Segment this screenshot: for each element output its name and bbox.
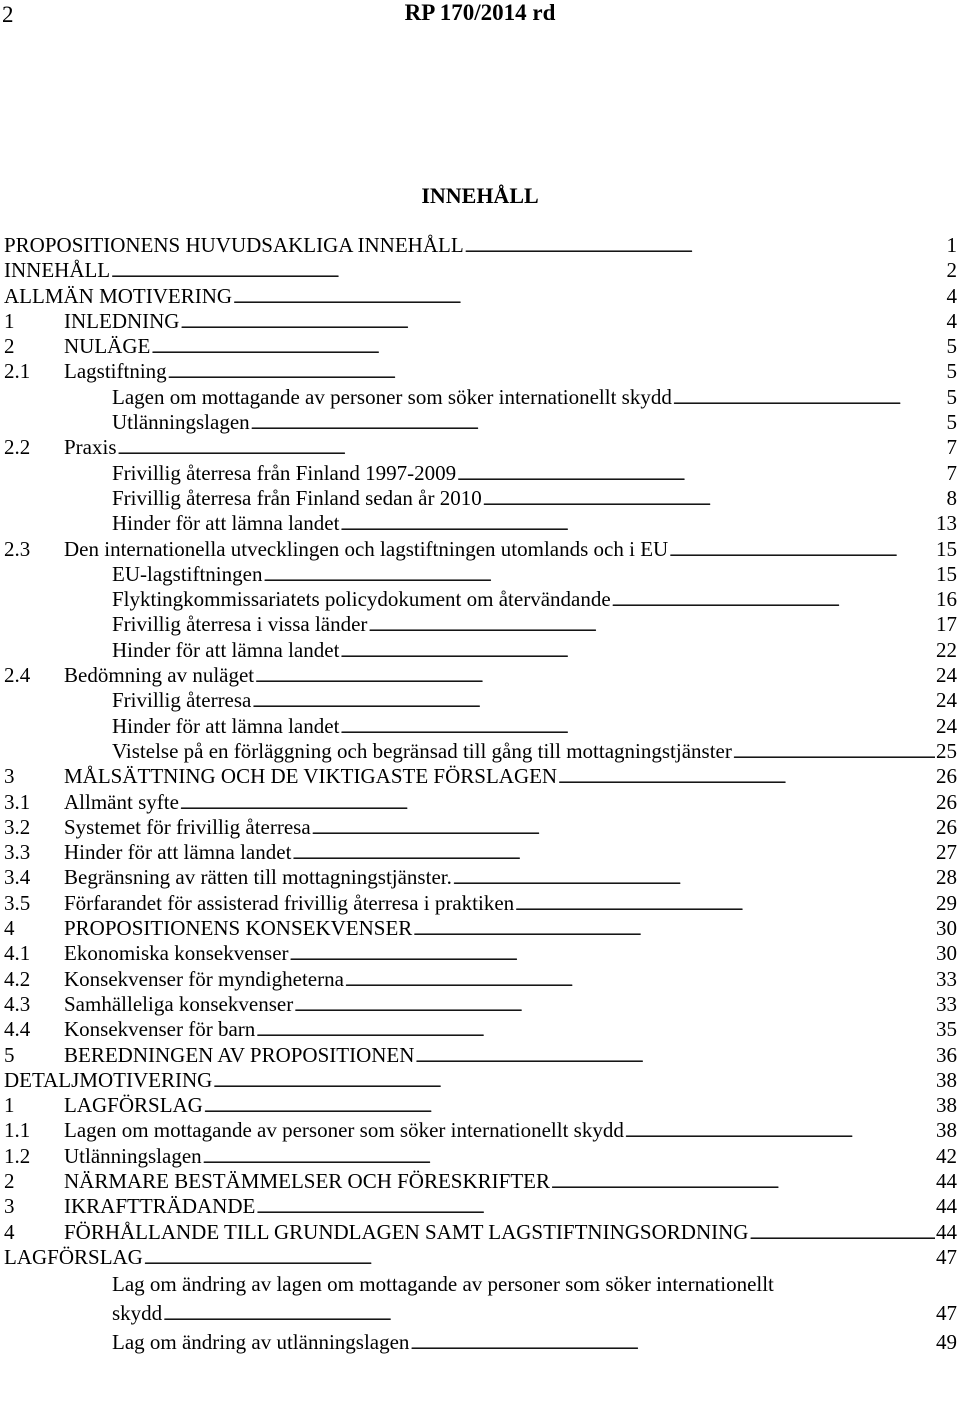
toc-entry[interactable]: [4, 1093, 957, 1118]
toc-entry-title: Lag om ändring av utlänningslagen: [112, 1330, 410, 1355]
toc-entry-page: 47: [936, 1244, 957, 1269]
toc-entry-number: 4.4: [4, 1017, 31, 1042]
toc-entry-page: 26: [936, 764, 957, 789]
toc-entry-title: LAGFÖRSLAG: [4, 1244, 143, 1269]
toc-entry-title: Ekonomiska konsekvenser: [64, 941, 289, 966]
toc-entry-title: Hinder för att lämna landet: [112, 511, 340, 536]
leader-dots: [294, 992, 935, 1020]
table-of-contents: [4, 233, 957, 1357]
leader-dots: [144, 1245, 935, 1273]
leader-dots: [415, 1043, 935, 1071]
toc-entry-title: INLEDNING: [64, 308, 180, 333]
toc-entry[interactable]: [4, 840, 957, 865]
toc-entry[interactable]: [4, 359, 957, 384]
toc-entry[interactable]: [4, 587, 957, 612]
toc-entry[interactable]: [4, 1169, 957, 1194]
leader-dots: [251, 410, 946, 438]
leader-dots: [118, 435, 946, 463]
toc-entry-title: PROPOSITIONENS HUVUDSAKLIGA INNEHÅLL: [4, 233, 464, 257]
toc-entry[interactable]: [4, 486, 957, 511]
toc-entry-page: 44: [936, 1194, 957, 1219]
toc-entry-title: Samhälleliga konsekvenser: [64, 991, 294, 1016]
leader-dots: [151, 334, 945, 362]
toc-entry-page: 5: [946, 384, 957, 409]
toc-entry-page: 22: [936, 637, 957, 662]
leader-dots: [340, 714, 935, 742]
toc-entry-number: 4: [4, 1219, 15, 1244]
toc-entry-title: Begränsning av rätten till mottagningstjänster.: [64, 865, 452, 890]
toc-entry-page: 36: [936, 1042, 957, 1067]
toc-entry[interactable]: [4, 258, 957, 283]
leader-dots: [483, 486, 946, 514]
toc-entry[interactable]: [4, 410, 957, 435]
leader-dots: [180, 790, 935, 818]
toc-entry-title-line2: skydd: [112, 1301, 163, 1326]
toc-entry[interactable]: [4, 663, 957, 688]
toc-entry-title: MÅLSÄTTNING OCH DE VIKTIGASTE FÖRSLAGEN: [64, 764, 558, 789]
leader-dots: [312, 815, 935, 843]
toc-entry-number: 4.3: [4, 991, 31, 1016]
toc-entry-number: 1.1: [4, 1118, 31, 1143]
toc-entry-page: 26: [936, 789, 957, 814]
toc-entry[interactable]: [4, 1017, 957, 1042]
toc-entry-title: Frivillig återresa från Finland sedan år 2010: [112, 485, 482, 510]
toc-entry-title: Systemet för frivillig återresa: [64, 814, 311, 839]
toc-entry-page: 30: [936, 941, 957, 966]
toc-entry[interactable]: [4, 688, 957, 713]
leader-dots: [453, 865, 935, 893]
toc-entry-number: 4: [4, 916, 15, 941]
toc-entry-title: PROPOSITIONENS KONSEKVENSER: [64, 916, 413, 941]
toc-entry-title: Den internationella utvecklingen och lagstiftningen utomlands och i EU: [64, 536, 669, 561]
toc-entry-page: 24: [936, 663, 957, 688]
leader-dots: [233, 284, 945, 312]
toc-entry-title-line1: Lag om ändring av lagen om mottagande av personer som söker internationellt: [112, 1272, 774, 1297]
toc-entry-page: 38: [936, 1067, 957, 1092]
leader-dots: [290, 941, 935, 969]
toc-entry[interactable]: [4, 1068, 957, 1093]
toc-entry-page: 42: [936, 1143, 957, 1168]
leader-dots: [669, 537, 935, 565]
leader-dots: [558, 764, 935, 792]
toc-entry-title: Konsekvenser för myndigheterna: [64, 966, 344, 991]
leader-dots: [213, 1068, 935, 1096]
toc-entry[interactable]: [4, 1144, 957, 1169]
leader-dots: [551, 1169, 935, 1197]
toc-entry-page: 2: [946, 258, 957, 283]
toc-entry-title: EU-lagstiftningen: [112, 561, 263, 586]
toc-entry-page: 33: [936, 966, 957, 991]
toc-entry-title: LAGFÖRSLAG: [64, 1093, 203, 1118]
toc-entry-page: 24: [936, 688, 957, 713]
toc-entry[interactable]: [4, 1245, 957, 1270]
toc-entry[interactable]: [4, 739, 957, 764]
leader-dots: [340, 638, 935, 666]
toc-entry-page: 44: [936, 1168, 957, 1193]
toc-heading: INNEHÅLL: [421, 183, 539, 208]
toc-entry-number: 2.3: [4, 536, 31, 561]
leader-dots: [163, 1299, 935, 1331]
toc-entry-title: INNEHÅLL: [4, 258, 111, 283]
leader-dots: [413, 916, 935, 944]
toc-entry-title: DETALJMOTIVERING: [4, 1067, 213, 1092]
toc-entry[interactable]: [4, 461, 957, 486]
toc-entry-title: Frivillig återresa från Finland 1997-2009: [112, 460, 457, 485]
toc-entry-page: 33: [936, 991, 957, 1016]
leader-dots: [673, 385, 946, 413]
toc-entry-number: 3.4: [4, 865, 31, 890]
toc-entry[interactable]: [4, 941, 957, 966]
leader-dots: [733, 739, 935, 767]
toc-entry-number: 3.2: [4, 814, 31, 839]
toc-entry-page: 5: [946, 359, 957, 384]
toc-entry-title: Förfarandet för assisterad frivillig återresa i praktiken: [64, 890, 515, 915]
toc-entry[interactable]: [4, 815, 957, 840]
toc-entry[interactable]: [4, 1220, 957, 1245]
leader-dots: [255, 663, 935, 691]
toc-entry-page: 15: [936, 561, 957, 586]
toc-entry[interactable]: [4, 284, 957, 309]
toc-entry[interactable]: [4, 1118, 957, 1143]
toc-entry-page: 4: [946, 308, 957, 333]
toc-entry-title: ALLMÄN MOTIVERING: [4, 283, 233, 308]
toc-entry[interactable]: [4, 233, 957, 258]
leader-dots: [263, 562, 935, 590]
toc-entry-page: 5: [946, 410, 957, 435]
toc-entry-number: 3: [4, 1194, 15, 1219]
toc-entry[interactable]: [4, 992, 957, 1017]
toc-entry[interactable]: [4, 612, 957, 637]
leader-dots: [256, 1017, 935, 1045]
toc-entry-page: 30: [936, 916, 957, 941]
leader-dots: [410, 1328, 935, 1360]
toc-entry-page: 8: [946, 485, 957, 510]
toc-entry[interactable]: [4, 1328, 957, 1357]
toc-entry-page: 28: [936, 865, 957, 890]
toc-entry-title: Praxis: [64, 435, 117, 460]
page-number: 2: [2, 2, 14, 27]
toc-entry-number: 2.2: [4, 435, 31, 460]
toc-entry[interactable]: [4, 790, 957, 815]
toc-entry-title: Konsekvenser för barn: [64, 1017, 256, 1042]
leader-dots: [204, 1093, 935, 1121]
toc-entry-page: 4: [946, 283, 957, 308]
toc-entry-number: 2: [4, 1168, 15, 1193]
leader-dots: [465, 233, 946, 261]
toc-entry-number: 1: [4, 1093, 15, 1118]
toc-entry-title: FÖRHÅLLANDE TILL GRUNDLAGEN SAMT LAGSTIFTNINGSORDNING: [64, 1219, 749, 1244]
toc-entry[interactable]: [4, 1043, 957, 1068]
toc-entry-number: 4.1: [4, 941, 31, 966]
leader-dots: [749, 1220, 935, 1248]
toc-entry-page: 7: [946, 435, 957, 460]
toc-entry[interactable]: [4, 435, 957, 460]
leader-dots: [180, 309, 945, 337]
toc-entry[interactable]: [4, 865, 957, 890]
toc-entry-page: 47: [936, 1301, 957, 1326]
toc-entry-page: 27: [936, 840, 957, 865]
toc-entry-title: Vistelse på en förläggning och begränsad till gång till mottagningstjänster: [112, 738, 732, 763]
toc-entry[interactable]: [4, 385, 957, 410]
leader-dots: [292, 840, 935, 868]
toc-entry[interactable]: [4, 891, 957, 916]
toc-entry-number: 1.2: [4, 1143, 31, 1168]
toc-entry[interactable]: [4, 714, 957, 739]
toc-entry-page: 35: [936, 1017, 957, 1042]
leader-dots: [368, 612, 935, 640]
toc-entry-title: Lagen om mottagande av personer som söker internationellt skydd: [112, 384, 672, 409]
toc-entry-page: 16: [936, 587, 957, 612]
leader-dots: [252, 688, 935, 716]
toc-entry-number: 3.5: [4, 890, 31, 915]
leader-dots: [256, 1194, 935, 1222]
toc-entry-page: 5: [946, 334, 957, 359]
toc-entry[interactable]: [4, 638, 957, 663]
toc-entry-number: 3: [4, 764, 15, 789]
toc-entry[interactable]: [4, 562, 957, 587]
toc-entry-title: Lagstiftning: [64, 359, 167, 384]
toc-entry-number: 2.1: [4, 359, 31, 384]
toc-entry-number: 4.2: [4, 966, 31, 991]
toc-entry-page: 24: [936, 713, 957, 738]
toc-entry-title: Frivillig återresa: [112, 688, 252, 713]
leader-dots: [168, 359, 946, 387]
toc-entry-title: Lagen om mottagande av personer som söker internationellt skydd: [64, 1118, 624, 1143]
toc-entry[interactable]: [4, 916, 957, 941]
toc-entry-wrapped[interactable]: [4, 1270, 957, 1328]
toc-entry-page: 15: [936, 536, 957, 561]
leader-dots: [515, 891, 935, 919]
leader-dots: [457, 461, 945, 489]
leader-dots: [111, 258, 945, 286]
toc-entry-page: 29: [936, 890, 957, 915]
toc-entry[interactable]: [4, 1194, 957, 1219]
toc-entry[interactable]: [4, 309, 957, 334]
leader-dots: [345, 967, 935, 995]
toc-entry-title: IKRAFTTRÄDANDE: [64, 1194, 256, 1219]
leader-dots: [612, 587, 935, 615]
leader-dots: [203, 1144, 935, 1172]
toc-entry-page: 26: [936, 814, 957, 839]
leader-dots: [340, 511, 935, 539]
toc-entry-title: Flyktingkommissariatets policydokument om återvändande: [112, 587, 611, 612]
toc-entry-title: NULÄGE: [64, 334, 151, 359]
toc-entry[interactable]: [4, 537, 957, 562]
toc-entry-number: 5: [4, 1042, 15, 1067]
toc-entry-number: 2.4: [4, 663, 31, 688]
toc-entry-title: Bedömning av nuläget: [64, 663, 255, 688]
toc-entry-title: Hinder för att lämna landet: [112, 637, 340, 662]
toc-entry-page: 7: [946, 460, 957, 485]
toc-entry-page: 17: [936, 612, 957, 637]
toc-entry-title: Allmänt syfte: [64, 789, 179, 814]
toc-entry-page: 25: [936, 738, 957, 763]
toc-entry-page: 44: [936, 1219, 957, 1244]
toc-entry-title: Utlänningslagen: [112, 410, 250, 435]
toc-entry-title: Utlänningslagen: [64, 1143, 202, 1168]
toc-entry-number: 2: [4, 334, 15, 359]
toc-entry-number: 3.1: [4, 789, 31, 814]
toc-entry-title: Hinder för att lämna landet: [64, 840, 292, 865]
toc-entry-page: 38: [936, 1118, 957, 1143]
toc-entry-title: Hinder för att lämna landet: [112, 713, 340, 738]
toc-entry[interactable]: [4, 511, 957, 536]
toc-entry-number: 3.3: [4, 840, 31, 865]
toc-entry-title: Frivillig återresa i vissa länder: [112, 612, 368, 637]
toc-entry[interactable]: [4, 764, 957, 789]
toc-entry-page: 1: [946, 233, 957, 257]
toc-entry-number: 1: [4, 308, 15, 333]
toc-entry-title: NÄRMARE BESTÄMMELSER OCH FÖRESKRIFTER: [64, 1168, 550, 1193]
leader-dots: [625, 1118, 935, 1146]
document-id: RP 170/2014 rd: [404, 0, 556, 25]
toc-entry[interactable]: [4, 967, 957, 992]
toc-entry-page: 13: [936, 511, 957, 536]
toc-entry-page: 38: [936, 1093, 957, 1118]
toc-entry-page: 49: [936, 1330, 957, 1355]
toc-entry[interactable]: [4, 334, 957, 359]
toc-entry-title: BEREDNINGEN AV PROPOSITIONEN: [64, 1042, 415, 1067]
